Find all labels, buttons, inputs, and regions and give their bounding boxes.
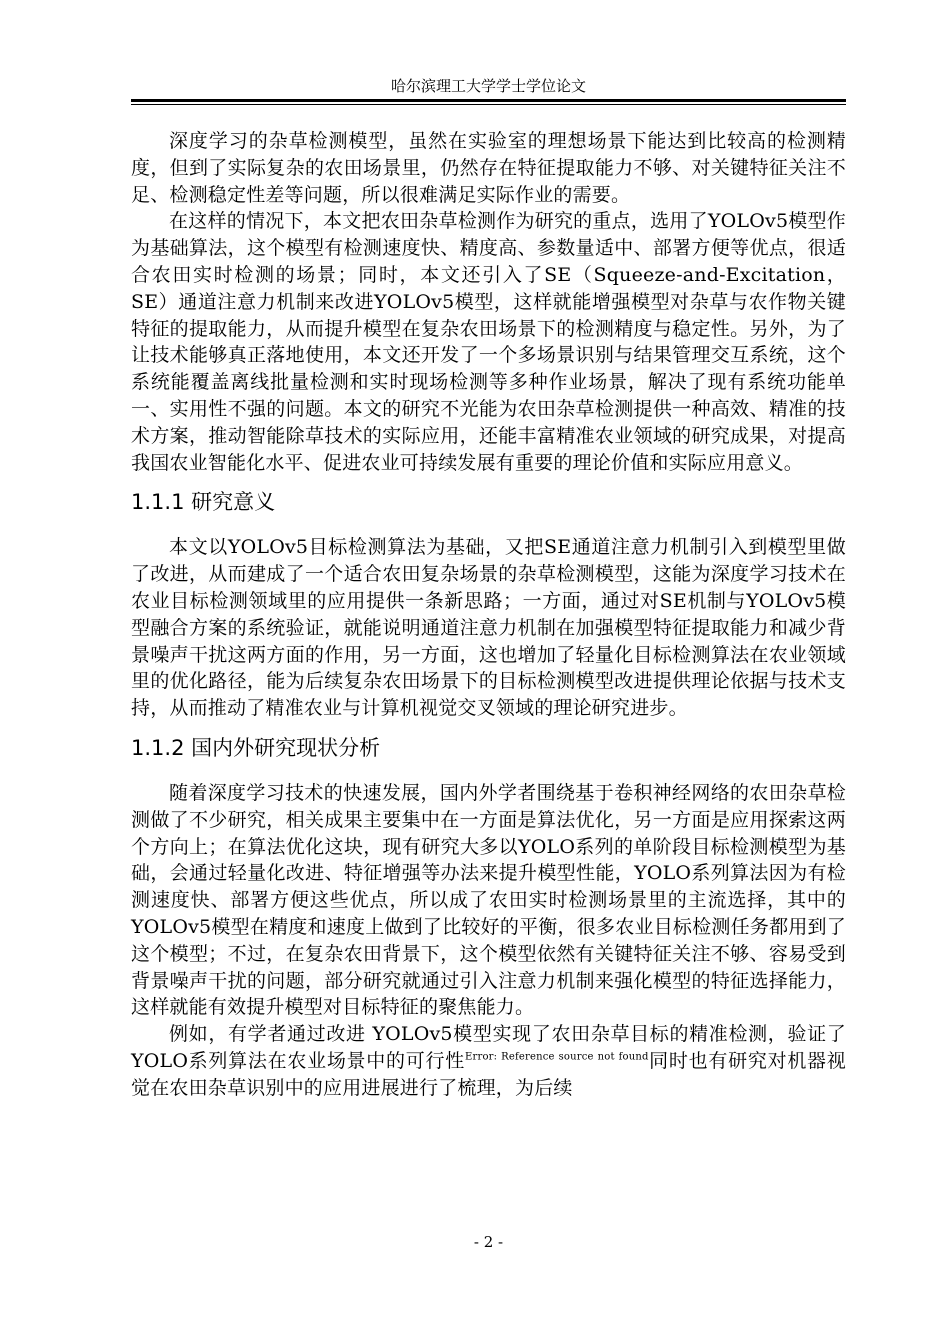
paragraph-4: 随着深度学习技术的快速发展，国内外学者围绕基于卷积神经网络的农田杂草检测做了不少研究，相关成果主要集中在一方面是算法优化，另一方面是应用探索这两个方向上；在算法优化这块，现有研究大多以YOLO系列的单阶段目标检测模型为基础，会通过轻量化改进、特征增强等办法来提升模型性能，YOLO系列算法因为有检测速度快、部署方便这些优点，所以成了农田实时检测场景里的主流选择，其中的YOLOv5模型在精度和速度上做到了比较好的平衡，很多农业目标检测任务都用到了这个模型；不过，在复杂农田背景下，这个模型依然有关键特征关注不够、容易受到背景噪声干扰的问题，部分研究就通过引入注意力机制来强化模型的特征选择能力，这样就能有效提升模型对目标特征的聚焦能力。 <box>131 781 846 1019</box>
header-rule-thin <box>131 104 846 105</box>
paragraph-3: 本文以YOLOv5目标检测算法为基础，又把SE通道注意力机制引入到模型里做了改进，从而建成了一个适合农田复杂场景的杂草检测模型，这能为深度学习技术在农业目标检测领域里的应用提供一条新思路；一方面，通过对SE机制与YOLOv5模型融合方案的系统验证，就能说明通道注意力机制在加强模型特征提取能力和减少背景噪声干扰这两方面的作用，另一方面，这也增加了轻量化目标检测算法在农业领域里的优化路径，能为后续复杂农田场景下的目标检测模型改进提供理论依据与技术支持，从而推动了精准农业与计算机视觉交叉领域的理论研究进步。 <box>131 536 846 720</box>
paragraph-2: 在这样的情况下，本文把农田杂草检测作为研究的重点，选用了YOLOv5模型作为基础算法，这个模型有检测速度快、精度高、参数量适中、部署方便等优点，很适合农田实时检测的场景；同时，本文还引入了SE（Squeeze-and-Excitation，SE）通道注意力机制来改进YOLOv5模型，这样就能增强模型对杂草与农作物关键特征的提取能力，从而提升模型在复杂农田场景下的检测精度与稳定性。另外，为了让技术能够真正落地使用，本文还开发了一个多场景识别与结果管理交互系统，这个系统能覆盖离线批量检测和实时现场检测等多种作业场景，解决了现有系统功能单一、实用性不强的问题。本文的研究不光能为农田杂草检测提供一种高效、精准的技术方案，推动智能除草技术的实际应用，还能丰富精准农业领域的研究成果，对提高我国农业智能化水平、促进农业可持续发展有重要的理论价值和实际应用意义。 <box>131 210 846 474</box>
paragraph-5-text-b: 同时也有研究对机器视觉在农田杂草识别中的应用进展进行了梳理，为后续 <box>131 1049 846 1099</box>
paragraph-1: 深度学习的杂草检测模型，虽然在实验室的理想场景下能达到比较高的检测精度，但到了实际复杂的农田场景里，仍然存在特征提取能力不够、对关键特征关注不足、检测稳定性差等问题，所以很难满足实际作业的需要。 <box>131 130 846 206</box>
page-body <box>131 128 846 1102</box>
section-heading-research-status: 1.1.2 国内外研究现状分析 <box>131 735 381 760</box>
paragraph-5 <box>131 1021 846 1101</box>
paragraph-5-text-a: 例如，有学者通过改进 YOLOv5模型实现了农田杂草目标的精准检测，验证了 YOLO系列算法在农业场景中的可行性 <box>131 1023 846 1072</box>
header-rule-thick <box>131 99 846 102</box>
running-header: 哈尔滨理工大学学士学位论文 <box>390 77 586 95</box>
page-number: - 2 - <box>473 1233 504 1251</box>
section-heading-research-significance: 1.1.1 研究意义 <box>131 490 276 515</box>
citation-error-reference: Error: Reference source not found <box>465 1051 649 1063</box>
